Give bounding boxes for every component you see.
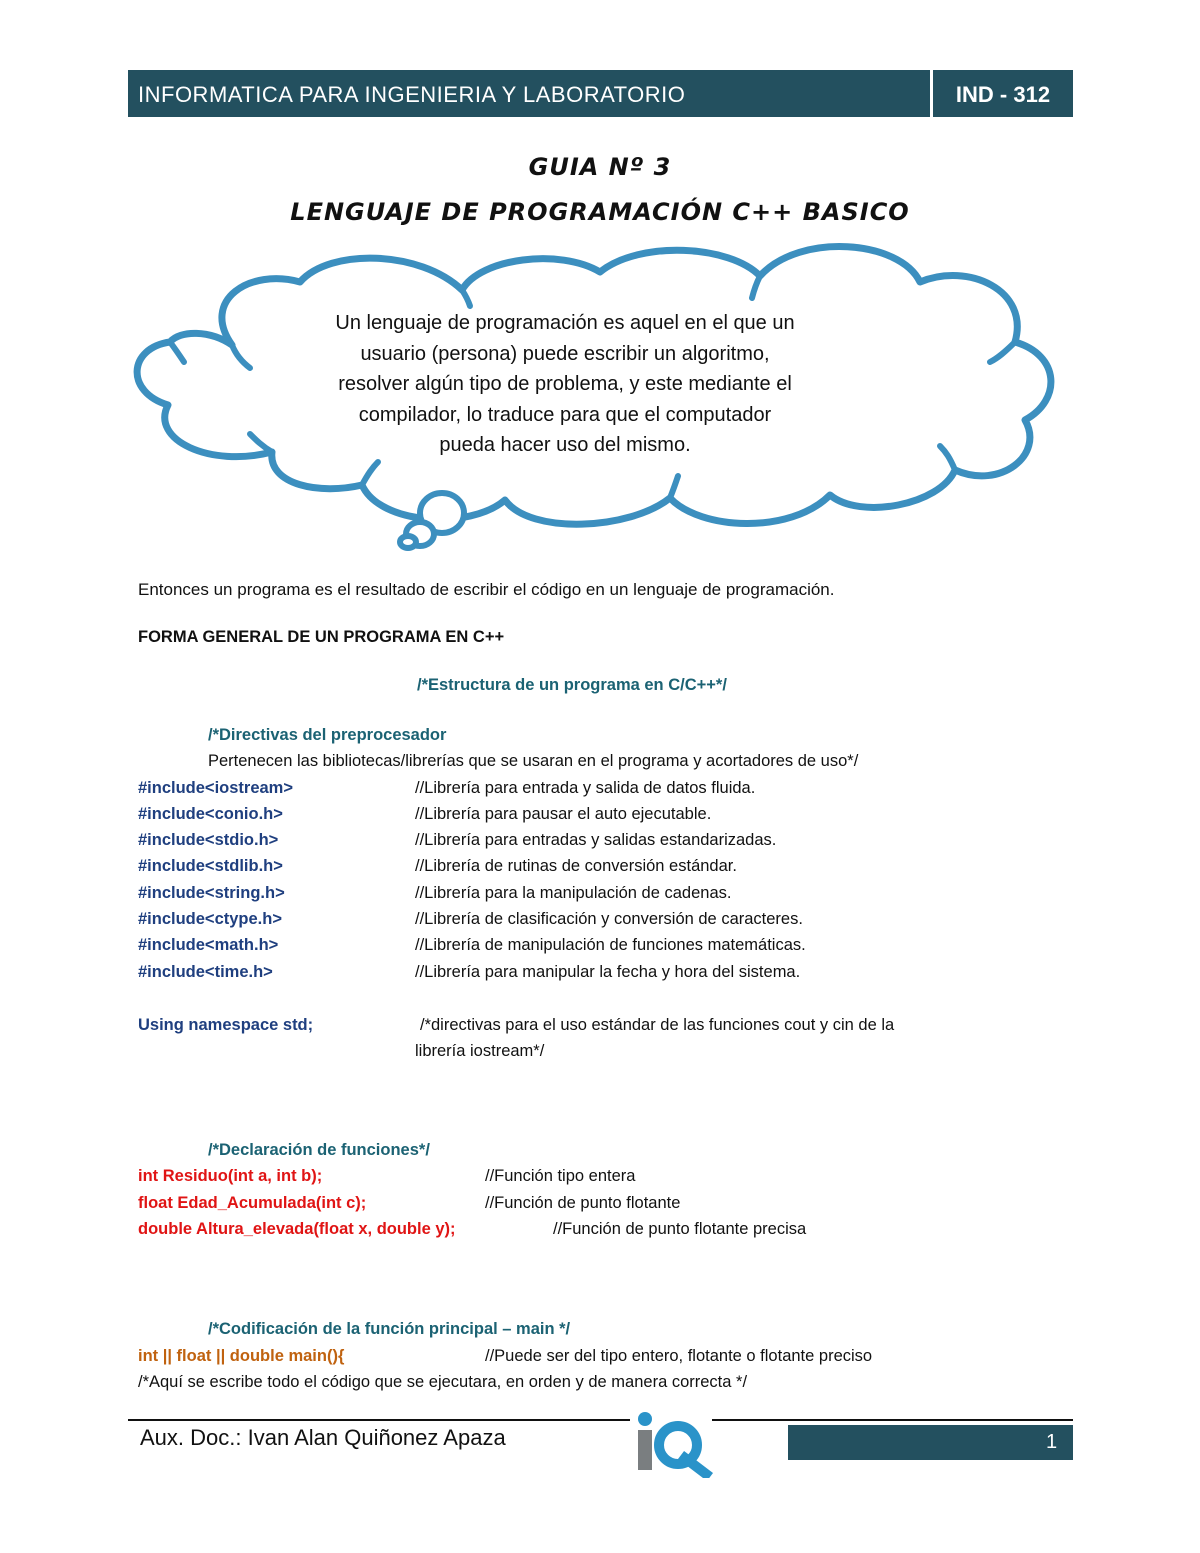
include-code: #include<iostream> [138, 779, 293, 797]
main-note: /*Aquí se escribe todo el código que se ejecutara, en orden y de manera correcta */ [138, 1373, 748, 1391]
footer-rule-left [128, 1419, 630, 1421]
include-code: #include<ctype.h> [138, 910, 282, 928]
main-heading: /*Codificación de la función principal – main */ [208, 1320, 571, 1338]
thought-cloud-shape [0, 0, 1200, 570]
include-comment: //Librería para entradas y salidas estandarizadas. [415, 831, 777, 849]
course-title: INFORMATICA PARA INGENIERIA Y LABORATORIO [138, 82, 686, 107]
include-code: #include<math.h> [138, 936, 279, 954]
guide-subject-title: LENGUAJE DE PROGRAMACIÓN C++ BASICO [290, 198, 910, 226]
main-signature: int || float || double main(){ [138, 1347, 345, 1365]
include-code: #include<conio.h> [138, 805, 283, 823]
function-comment: //Función de punto flotante precisa [553, 1220, 807, 1238]
namespace-comment-continued: librería iostream*/ [415, 1042, 545, 1060]
directives-description: Pertenecen las bibliotecas/librerías que se usaran en el programa y acortadores de uso*/ [208, 752, 859, 770]
include-comment: //Librería de rutinas de conversión estándar. [415, 857, 737, 875]
include-comment: //Librería para la manipulación de cadenas. [415, 884, 732, 902]
functions-heading: /*Declaración de funciones*/ [208, 1141, 430, 1159]
include-comment: //Librería para manipular la fecha y hora del sistema. [415, 963, 801, 981]
directives-heading: /*Directivas del preprocesador [208, 726, 447, 744]
footer-rule-right [712, 1419, 1073, 1421]
function-comment: //Función tipo entera [485, 1167, 636, 1185]
intro-paragraph: Entonces un programa es el resultado de escribir el código en un lenguaje de programación. [138, 580, 835, 599]
include-code: #include<string.h> [138, 884, 285, 902]
include-comment: //Librería de clasificación y conversión de caracteres. [415, 910, 803, 928]
course-code: IND - 312 [955, 82, 1051, 107]
cloud-line: Un lenguaje de programación es aquel en el que un [335, 312, 795, 334]
page-number: 1 [1046, 1431, 1058, 1453]
cloud-line: resolver algún tipo de problema, y este mediante el [338, 373, 792, 395]
include-comment: //Librería de manipulación de funciones matemáticas. [415, 936, 806, 954]
include-code: #include<stdlib.h> [138, 857, 283, 875]
namespace-code: Using namespace std; [138, 1016, 314, 1034]
section-heading: FORMA GENERAL DE UN PROGRAMA EN C++ [138, 628, 505, 646]
cloud-definition-text [250, 308, 880, 461]
include-comment: //Librería para entrada y salida de datos fluida. [415, 779, 756, 797]
function-declaration: float Edad_Acumulada(int c); [138, 1194, 367, 1212]
cloud-line: usuario (persona) puede escribir un algoritmo, [360, 342, 770, 365]
include-comment: //Librería para pausar el auto ejecutable. [415, 805, 712, 823]
cloud-line: compilador, lo traduce para que el computador [358, 403, 772, 426]
function-comment: //Función de punto flotante [485, 1194, 681, 1212]
include-code: #include<stdio.h> [138, 831, 279, 849]
include-code: #include<time.h> [138, 963, 273, 981]
main-comment: //Puede ser del tipo entero, flotante o flotante preciso [485, 1347, 873, 1365]
cloud-line: pueda hacer uso del mismo. [439, 434, 691, 456]
footer-author: Aux. Doc.: Ivan Alan Quiñonez Apaza [140, 1425, 506, 1450]
namespace-comment: /*directivas para el uso estándar de las funciones cout y cin de la [420, 1016, 895, 1034]
structure-comment: /*Estructura de un programa en C/C++*/ [417, 676, 727, 694]
footer-page-box [788, 1425, 1073, 1460]
guide-number-title: GUIA Nº 3 [528, 153, 672, 181]
function-declaration: double Altura_elevada(float x, double y); [138, 1220, 456, 1238]
iq-logo [630, 1410, 714, 1478]
function-declaration: int Residuo(int a, int b); [138, 1167, 323, 1185]
